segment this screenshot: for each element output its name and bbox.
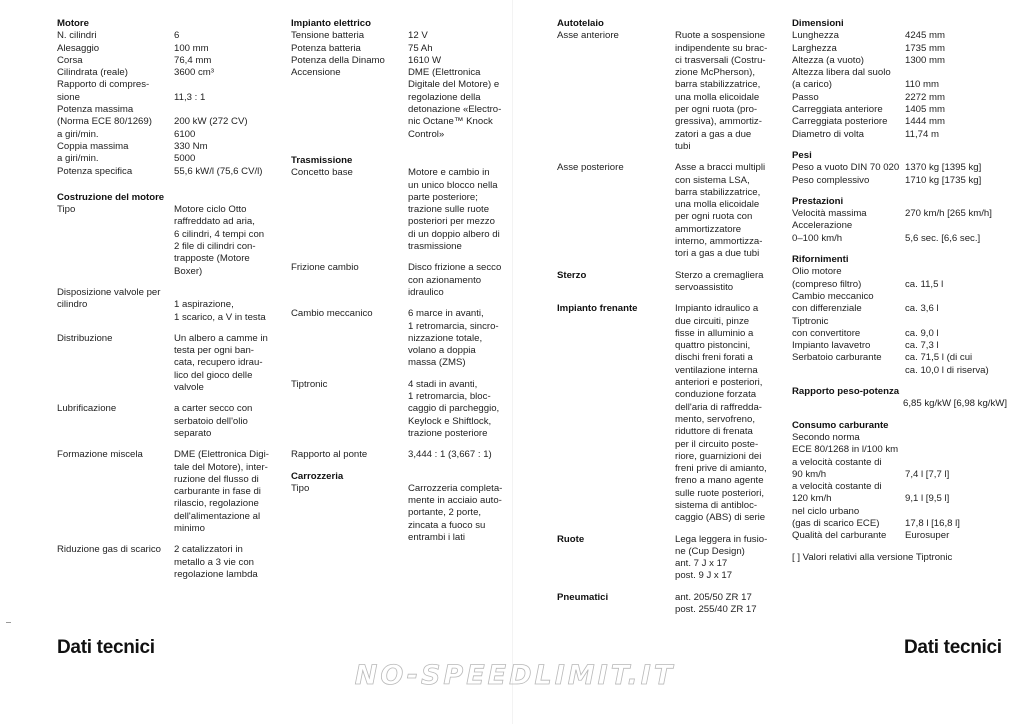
spec-row (291, 43, 513, 55)
spec-value: 1735 mm (905, 42, 945, 54)
spec-value: 1405 mm (905, 104, 945, 116)
rows-motore (57, 30, 277, 178)
spec-label: Lunghezza (792, 30, 839, 42)
spec-label: Cambio meccanico (291, 308, 373, 320)
spec-value: 11,74 m (905, 128, 939, 140)
spec-value: 1300 mm (905, 54, 945, 66)
spec-value: 9,1 l [9,5 l] (905, 493, 950, 505)
section-prestazioni (792, 196, 1007, 245)
spec-value: a carter secco con serbatoio dell'olio separato (174, 403, 253, 439)
spec-value: Motore e cambio in un unico blocco nella parte posteriore; trazione sulle ruote posteriori per mezzo di un doppio albero di trasmissione (408, 167, 500, 253)
spec-row (57, 287, 277, 324)
page-title-right: Dati tecnici (904, 637, 1002, 658)
spec-label: Velocità massima (792, 208, 867, 220)
spec-row (792, 266, 1007, 291)
section-consumo (792, 420, 1007, 543)
section-rifornimenti (792, 254, 1007, 377)
section-title-pesi: Pesi (792, 149, 812, 161)
spec-value: ca. 71,5 l (di cui ca. 10,0 l di riserva) (905, 352, 989, 376)
spec-value: 1 aspirazione, 1 scarico, a V in testa (174, 299, 266, 323)
spec-label: Tipo (57, 204, 76, 216)
spec-row (57, 55, 277, 67)
spec-row (57, 403, 277, 440)
spec-row (792, 457, 1007, 482)
section-dimensioni (792, 18, 1007, 141)
rows-prestazioni (792, 208, 1007, 245)
spec-value: DME (Elettronica Digitale del Motore) e regolazione della detonazione «Electro- nic Octane™ Knock Control» (408, 67, 502, 140)
spec-value: 200 kW (272 CV) 6100 (174, 116, 248, 140)
spec-row (792, 220, 1007, 245)
spec-label: Cilindrata (reale) (57, 67, 128, 79)
column-1 (57, 18, 277, 590)
sterzo-value: Sterzo a cremagliera servoassistito (675, 269, 764, 293)
spec-value: Ruote a sospensione indipendente su brac- ci trasversali (Costru- zione McPherson), barra stabilizzatrice, una molla elicoidale per ogni ruota (pro- gressiva), ammortiz- zatori a gas a due tubi (675, 30, 768, 152)
section-costruzione (57, 192, 277, 581)
spec-row (57, 104, 277, 141)
spec-row (557, 30, 769, 153)
spec-label: Potenza della Dinamo (291, 54, 385, 66)
section-impianto-frenante (557, 303, 769, 524)
section-title-pneumatici: Pneumatici (557, 591, 609, 603)
spec-label: Potenza specifica (57, 165, 133, 177)
spec-value: Motore ciclo Otto raffreddato ad aria, 6 cilindri, 4 tempi con 2 file di cilindri con- trapposte (Motore Boxer) (174, 204, 265, 277)
spec-value: 110 mm (905, 79, 939, 91)
spec-value: Asse a bracci multipli con sistema LSA, barra stabilizzatrice, una molla elicoidale per ogni ruota con ammortizzatore interno, ammortizza- tori a gas a due tubi (675, 162, 766, 260)
watermark-logo: NO-SPEEDLIMIT.IT (354, 660, 676, 691)
spec-value: ca. 11,5 l (905, 278, 944, 290)
spec-row (291, 379, 513, 440)
spec-value: 4245 mm (905, 30, 945, 42)
consumo-intro: Secondo norma ECE 80/1268 in l/100 km (792, 431, 899, 456)
spec-label: Peso complessivo (792, 174, 870, 186)
rows-impianto-elettrico (291, 30, 513, 141)
spec-value: Carrozzeria completa- mente in acciaio auto- portante, 2 porte, zincata a fuoco su entrambi i lati (408, 482, 503, 543)
section-rapporto-peso-potenza (792, 386, 1007, 411)
spec-value: 12 V (408, 30, 428, 42)
section-trasmissione (291, 155, 513, 462)
spec-value: 6 (174, 30, 180, 42)
spec-label: Corsa (57, 54, 83, 66)
rows-pesi (792, 162, 1007, 187)
spec-row (792, 129, 1007, 141)
spec-label: Alesaggio (57, 42, 100, 54)
section-title-rifornimenti: Rifornimenti (792, 254, 849, 266)
spec-label: nel ciclo urbano (gas di scarico ECE) (792, 505, 880, 529)
spec-label: Rapporto al ponte (291, 449, 368, 461)
spec-row (57, 141, 277, 166)
spec-row (792, 352, 1007, 377)
spec-label: Cambio meccanico con differenziale (792, 290, 874, 315)
spec-row (57, 166, 277, 178)
spec-value: 4 stadi in avanti, 1 retromarcia, bloc- caggio di parcheggio, Keylock e Shiftlock, trazione posteriore (408, 378, 500, 439)
pneumatici-value: ant. 205/50 ZR 17 post. 255/40 ZR 17 (675, 591, 757, 616)
section-motore (57, 18, 277, 178)
spec-value: Un albero a camme in testa per ogni ban- cata, recupero idrau- lico del gioco delle valvole (174, 332, 268, 394)
spec-label: Impianto lavavetro (792, 340, 871, 352)
spec-label: Potenza massima (Norma ECE 80/1269) a giri/min. (57, 104, 152, 140)
section-title-consumo: Consumo carburante (792, 419, 889, 431)
spec-value: 11,3 : 1 (174, 91, 206, 103)
spec-row (291, 30, 513, 42)
section-impianto-elettrico (291, 18, 513, 141)
spec-row (291, 262, 513, 299)
spec-row (792, 162, 1007, 174)
section-title-prestazioni: Prestazioni (792, 195, 844, 207)
spec-label: Potenza batteria (291, 42, 361, 54)
spec-label: Tipo (291, 482, 310, 494)
page-title-left: Dati tecnici (57, 637, 155, 658)
spec-row (792, 55, 1007, 67)
spec-row (57, 449, 277, 535)
spec-value: 6 marce in avanti, 1 retromarcia, sincro- nizzazione totale, volano a doppia massa (ZMS) (408, 308, 499, 369)
spec-row (792, 291, 1007, 316)
spec-label: Altezza libera dal suolo (a carico) (792, 67, 891, 91)
rows-trasmissione (291, 167, 513, 461)
spec-label: Tiptronic (291, 378, 328, 390)
spec-label: Olio motore (compreso filtro) (792, 266, 862, 290)
spec-row (291, 449, 513, 461)
spec-row (557, 162, 769, 260)
section-title-impianto-frenante: Impianto frenante (557, 303, 638, 315)
spec-value: Disco frizione a secco con azionamento idraulico (408, 262, 502, 298)
spec-value: 330 Nm 5000 (174, 140, 208, 165)
section-title-costruzione: Costruzione del motore (57, 191, 165, 203)
spec-value: 1370 kg [1395 kg] (905, 162, 982, 174)
spec-row (792, 481, 1007, 506)
spec-value: 3600 cm³ (174, 67, 214, 79)
spec-value: 7,4 l [7,7 l] (905, 468, 950, 480)
spec-label: Rapporto di compres- sione (57, 79, 150, 103)
spec-label: a velocità costante di 90 km/h (792, 456, 882, 480)
spec-value: 270 km/h [265 km/h] (905, 208, 992, 220)
spec-value: ca. 3,6 l (905, 303, 939, 315)
spec-value: 2272 mm (905, 91, 945, 103)
spec-label: Diametro di volta (792, 128, 864, 140)
section-title-motore: Motore (57, 18, 89, 29)
rows-carrozzeria (291, 483, 513, 544)
spec-label: Passo (792, 91, 819, 103)
spec-row (792, 208, 1007, 220)
spec-value: 76,4 mm (174, 54, 212, 66)
section-ruote (557, 534, 769, 583)
spec-label: Peso a vuoto DIN 70 020 (792, 162, 900, 174)
spec-value: 55,6 kW/l (75,6 CV/l) (174, 165, 263, 177)
spec-label: Qualità del carburante (792, 530, 887, 542)
spec-label: Accensione (291, 67, 341, 79)
spec-label: Carreggiata posteriore (792, 116, 888, 128)
spec-label: Asse posteriore (557, 162, 624, 174)
spec-row (792, 340, 1007, 352)
spec-value: DME (Elettronica Digi- tale del Motore), inter- ruzione del flusso di carburante in fase di rilascio, regolazione dell'alimentazione al minimo (174, 449, 269, 534)
spec-label: Distribuzione (57, 332, 113, 344)
section-sterzo (557, 270, 769, 295)
rapporto-value: 6,85 kg/kW [6,98 kg/kW] (903, 398, 1007, 410)
spec-label: Coppia massima a giri/min. (57, 140, 129, 165)
column-2 (291, 18, 513, 553)
spec-row (57, 43, 277, 55)
spec-label: Altezza (a vuoto) (792, 54, 864, 66)
spec-label: Tiptronic con convertitore (792, 315, 861, 339)
section-title-dimensioni: Dimensioni (792, 18, 844, 29)
spec-row (291, 55, 513, 67)
spec-row (792, 43, 1007, 55)
rows-dimensioni (792, 30, 1007, 141)
spec-row (57, 79, 277, 104)
spec-label: Serbatoio carburante (792, 352, 882, 364)
section-title-carrozzeria: Carrozzeria (291, 470, 344, 482)
spec-row (291, 308, 513, 369)
spec-value: Eurosuper (905, 530, 950, 542)
spec-label: Formazione miscela (57, 449, 143, 461)
spec-label: Frizione cambio (291, 262, 359, 274)
spec-value: 1444 mm (905, 116, 945, 128)
spec-row (792, 175, 1007, 187)
crop-mark (6, 622, 11, 623)
spec-label: Tensione batteria (291, 30, 365, 42)
spec-row (792, 506, 1007, 531)
section-carrozzeria (291, 471, 513, 545)
spec-label: a velocità costante di 120 km/h (792, 481, 882, 505)
spec-row (57, 67, 277, 79)
spec-value: 100 mm (174, 42, 209, 54)
spec-row (57, 204, 277, 278)
spec-value: 1610 W (408, 54, 442, 66)
section-title-rapporto: Rapporto peso-potenza (792, 386, 900, 398)
section-title-impianto-elettrico: Impianto elettrico (291, 18, 371, 29)
section-autotelaio (557, 18, 769, 261)
spec-value: 1710 kg [1735 kg] (905, 174, 982, 186)
rows-costruzione (57, 204, 277, 581)
spec-value: ca. 9,0 l (905, 327, 939, 339)
spec-label: Lubrificazione (57, 403, 117, 415)
spec-row (57, 30, 277, 42)
column-3 (557, 18, 769, 625)
section-title-autotelaio: Autotelaio (557, 18, 604, 29)
ruote-value: Lega leggera in fusio- ne (Cup Design) ant. 7 J x 17 post. 9 J x 17 (675, 533, 768, 582)
spec-label: Larghezza (792, 42, 837, 54)
spec-label: N. cilindri (57, 30, 97, 42)
spec-label: Disposizione valvole per cilindro (57, 286, 161, 311)
section-pesi (792, 150, 1007, 187)
spec-row (792, 316, 1007, 341)
spec-row (57, 333, 277, 394)
section-title-trasmissione: Trasmissione (291, 154, 353, 166)
spec-value: 3,444 : 1 (3,667 : 1) (408, 449, 492, 461)
spec-row (291, 67, 513, 141)
spec-value: 5,6 sec. [6,6 sec.] (905, 232, 981, 244)
section-title-ruote: Ruote (557, 533, 585, 545)
rows-rifornimenti (792, 266, 1007, 377)
spec-value: 2 catalizzatori in metallo a 3 vie con regolazione lambda (174, 544, 258, 580)
spec-row (291, 483, 513, 544)
spec-row (792, 67, 1007, 92)
spec-row (291, 167, 513, 253)
spec-row (792, 530, 1007, 542)
section-pneumatici (557, 592, 769, 617)
spec-label: Accelerazione 0–100 km/h (792, 220, 853, 244)
spec-value: ca. 7,3 l (905, 340, 939, 352)
spec-row (792, 30, 1007, 42)
spec-label: Asse anteriore (557, 30, 619, 42)
spec-label: Riduzione gas di scarico (57, 544, 161, 556)
tiptronic-note: [ ] Valori relativi alla versione Tiptronic (792, 551, 953, 563)
rows-consumo (792, 457, 1007, 543)
rows-autotelaio (557, 30, 769, 260)
spec-row (792, 92, 1007, 104)
spec-row (792, 104, 1007, 116)
spec-label: Carreggiata anteriore (792, 104, 883, 116)
section-title-sterzo: Sterzo (557, 269, 587, 281)
spec-row (57, 544, 277, 581)
column-4 (792, 18, 1007, 564)
spec-value: 17,8 l [16,8 l] (905, 517, 960, 529)
spec-value: 75 Ah (408, 42, 433, 54)
spec-label: Concetto base (291, 167, 353, 179)
impianto-frenante-value: Impianto idraulico a due circuiti, pinze fisse in alluminio a quattro pistoncini, dischi freni forati a ventilazione interna anteriori e posteriori, conduzione forzata dell'aria di raffredda- mento, servofreno, riduttore di frenata per il circuito poste- riore, guarnizioni dei freni prive di amianto, freno a mano agente sulle ruote posteriori, sistema di antibloc- caggio (ABS) di serie (675, 303, 767, 524)
spec-row (792, 116, 1007, 128)
